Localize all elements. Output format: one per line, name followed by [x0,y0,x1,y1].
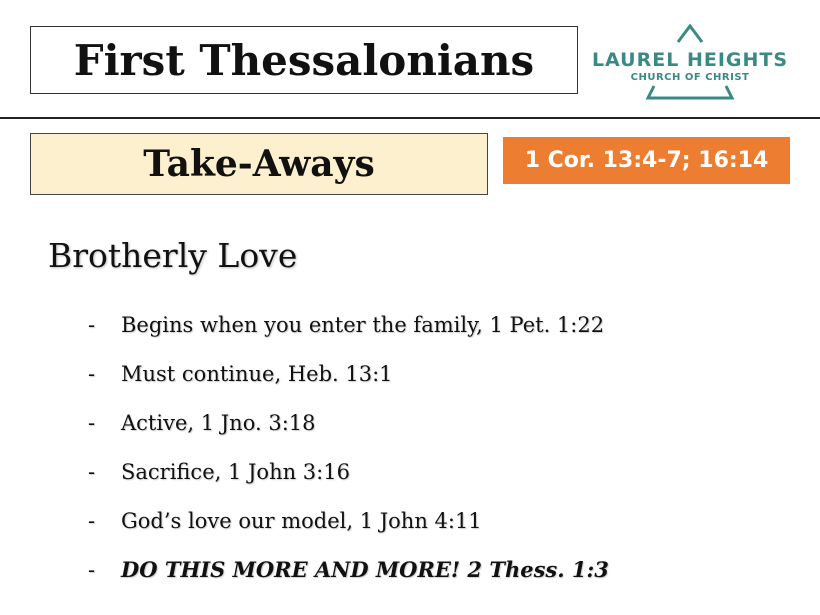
section-label: Take-Aways [30,133,488,195]
slide-title: First Thessalonians [30,26,578,94]
bullet-text: Sacrifice, 1 John 3:16 [121,459,350,484]
bullet-item [88,300,609,349]
bullet-item-emphasis [88,545,609,594]
bullet-dash: - [88,361,96,386]
bullet-dash: - [88,459,96,484]
bullet-dash: - [88,410,96,435]
bullet-dash: - [88,508,96,533]
header-divider [0,117,820,119]
bullet-text: Active, 1 Jno. 3:18 [121,410,316,435]
bullet-item [88,496,609,545]
bullet-item [88,398,609,447]
bullet-text: DO THIS MORE AND MORE! 2 Thess. 1:3 [121,557,609,582]
logo-subtitle: CHURCH OF CHRIST [630,72,750,83]
bullet-dash: - [88,312,96,337]
bullet-item [88,349,609,398]
bullet-item [88,447,609,496]
bullet-text: Must continue, Heb. 13:1 [121,361,393,386]
bullet-text: Begins when you enter the family, 1 Pet. 1:22 [121,312,605,337]
church-logo [590,22,790,102]
topic-heading: Brotherly Love [48,236,298,275]
bullet-dash: - [88,557,96,582]
bullet-text: God’s love our model, 1 John 4:11 [121,508,482,533]
scripture-reference-badge: 1 Cor. 13:4-7; 16:14 [503,137,790,184]
logo-name: LAUREL HEIGHTS [591,49,789,71]
bullet-list [88,300,609,594]
